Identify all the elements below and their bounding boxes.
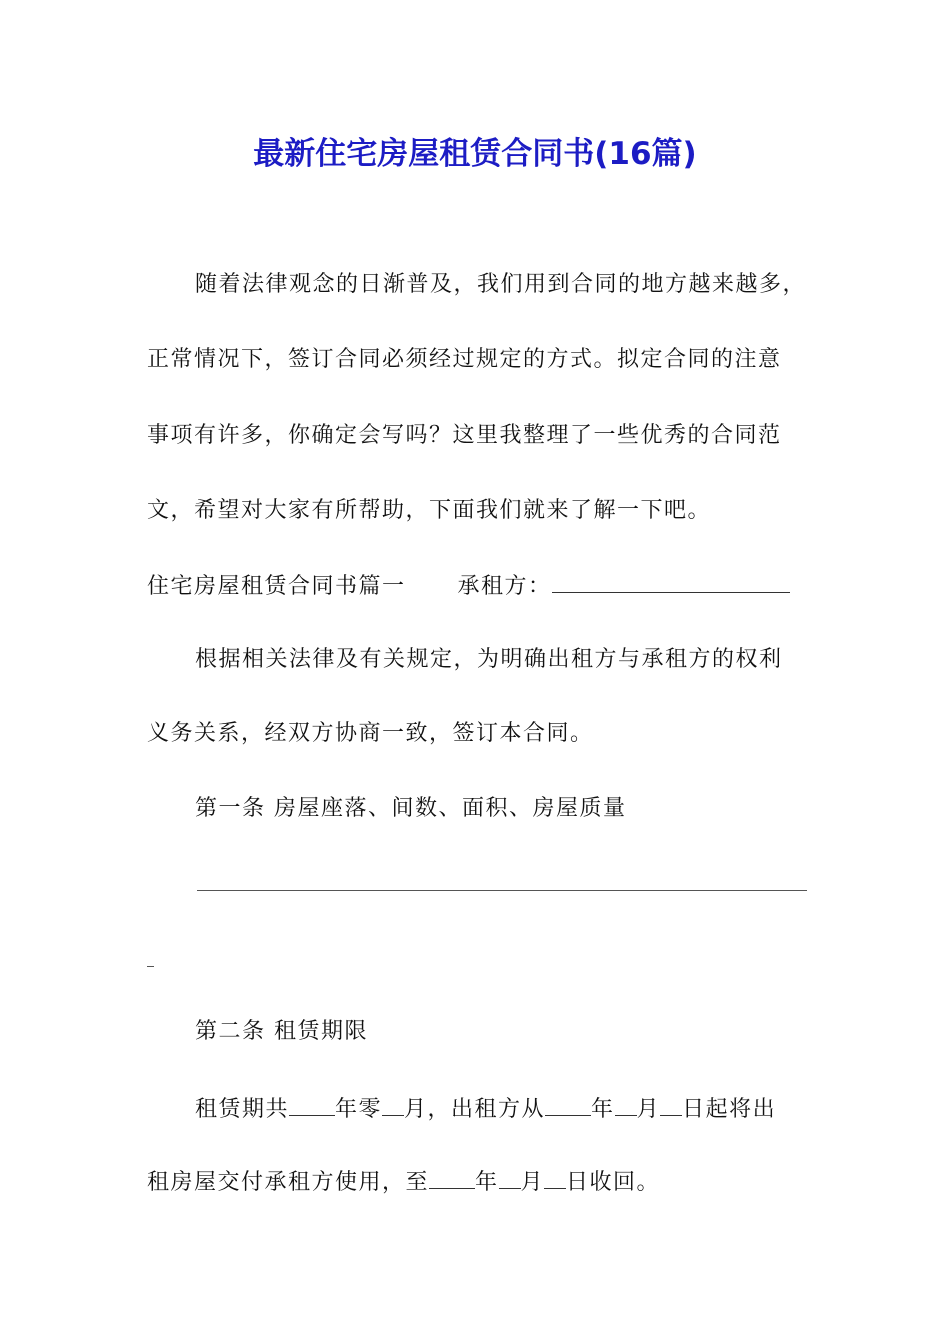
tenant-label: 承租方：	[457, 574, 552, 599]
term-months-blank	[382, 1093, 404, 1116]
section-heading: 住宅房屋租赁合同书篇一	[147, 574, 406, 599]
property-details-blank	[197, 890, 807, 891]
tenant-blank	[552, 570, 790, 593]
end-year-blank	[429, 1166, 475, 1189]
end-day-blank	[544, 1166, 566, 1189]
document-title: 最新住宅房屋租赁合同书(16篇)	[253, 136, 697, 172]
basis-line-2: 义务关系，经双方协商一致，签订本合同。	[147, 721, 594, 746]
term-line-2: 租房屋交付承租方使用，至 年 月 日收回。	[147, 1166, 660, 1198]
section-heading-line	[147, 570, 790, 602]
start-year-blank	[545, 1093, 591, 1116]
property-details-blank-continuation	[147, 966, 154, 967]
term-line-1: 租赁期共 年零 月，出租方从 年 月 日起将出	[195, 1093, 776, 1125]
start-day-blank	[660, 1093, 682, 1116]
article-1-heading: 第一条 房屋座落、间数、面积、房屋质量	[195, 796, 627, 821]
basis-line-1: 根据相关法律及有关规定，为明确出租方与承租方的权利	[195, 647, 783, 672]
intro-line-1: 随着法律观念的日渐普及，我们用到合同的地方越来越多，	[195, 272, 807, 297]
intro-line-3: 事项有许多，你确定会写吗？这里我整理了一些优秀的合同范	[147, 423, 782, 448]
intro-line-4: 文，希望对大家有所帮助，下面我们就来了解一下吧。	[147, 498, 712, 523]
term-years-blank	[289, 1093, 335, 1116]
end-month-blank	[499, 1166, 521, 1189]
start-month-blank	[615, 1093, 637, 1116]
article-2-heading: 第二条 租赁期限	[195, 1019, 368, 1044]
intro-line-2: 正常情况下，签订合同必须经过规定的方式。拟定合同的注意	[147, 347, 782, 372]
